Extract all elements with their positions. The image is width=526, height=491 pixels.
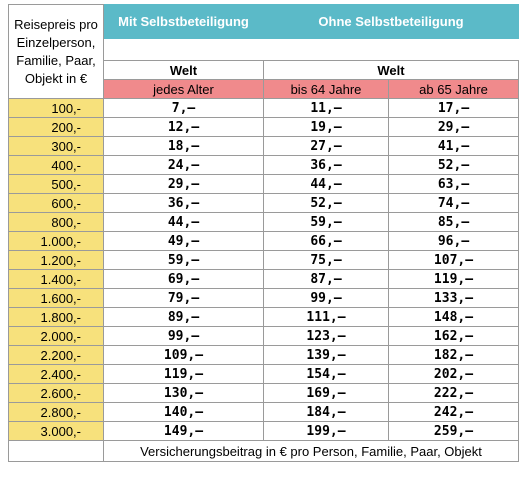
- age-group-any: jedes Alter: [104, 80, 264, 99]
- premium-up-to-64-cell: 139,–: [264, 346, 389, 365]
- premium-from-65-cell: 96,–: [389, 232, 519, 251]
- premium-with-deductible-cell: 24,–: [104, 156, 264, 175]
- premium-up-to-64-cell: 52,–: [264, 194, 389, 213]
- premium-from-65-cell: 162,–: [389, 327, 519, 346]
- travel-price-cell: 1.200,-: [9, 251, 104, 270]
- table-row: [9, 137, 519, 156]
- premium-from-65-cell: 85,–: [389, 213, 519, 232]
- travel-price-header: Reisepreis pro Einzelperson, Familie, Paar, Objekt in €: [9, 5, 104, 99]
- table-row: [9, 175, 519, 194]
- region-without-deductible: Welt: [264, 61, 519, 80]
- table-row: [9, 251, 519, 270]
- table-row: [9, 327, 519, 346]
- premium-from-65-cell: 119,–: [389, 270, 519, 289]
- footer-row: [9, 441, 519, 462]
- premium-with-deductible-cell: 29,–: [104, 175, 264, 194]
- premium-from-65-cell: 107,–: [389, 251, 519, 270]
- table-row: [9, 365, 519, 384]
- travel-price-cell: 600,-: [9, 194, 104, 213]
- premium-with-deductible-cell: 119,–: [104, 365, 264, 384]
- travel-price-cell: 2.000,-: [9, 327, 104, 346]
- premium-with-deductible-cell: 99,–: [104, 327, 264, 346]
- premium-up-to-64-cell: 184,–: [264, 403, 389, 422]
- travel-price-cell: 500,-: [9, 175, 104, 194]
- table-row: [9, 194, 519, 213]
- table-row: [9, 289, 519, 308]
- travel-price-cell: 400,-: [9, 156, 104, 175]
- premium-with-deductible-cell: 109,–: [104, 346, 264, 365]
- premium-up-to-64-cell: 154,–: [264, 365, 389, 384]
- premium-with-deductible-cell: 69,–: [104, 270, 264, 289]
- premium-from-65-cell: 259,–: [389, 422, 519, 441]
- with-deductible-header: Mit Selbstbeteiligung: [104, 5, 264, 39]
- premium-with-deductible-cell: 18,–: [104, 137, 264, 156]
- table-row: [9, 232, 519, 251]
- travel-price-cell: 3.000,-: [9, 422, 104, 441]
- premium-from-65-cell: 182,–: [389, 346, 519, 365]
- premium-up-to-64-cell: 44,–: [264, 175, 389, 194]
- without-deductible-header: Ohne Selbstbeteiligung: [264, 5, 519, 39]
- premium-with-deductible-cell: 149,–: [104, 422, 264, 441]
- premium-up-to-64-cell: 87,–: [264, 270, 389, 289]
- premium-up-to-64-cell: 99,–: [264, 289, 389, 308]
- travel-price-cell: 200,-: [9, 118, 104, 137]
- premium-up-to-64-cell: 19,–: [264, 118, 389, 137]
- travel-price-cell: 800,-: [9, 213, 104, 232]
- premium-up-to-64-cell: 27,–: [264, 137, 389, 156]
- premium-from-65-cell: 17,–: [389, 99, 519, 118]
- table-row: [9, 346, 519, 365]
- age-group-from-65: ab 65 Jahre: [389, 80, 519, 99]
- travel-price-cell: 1.800,-: [9, 308, 104, 327]
- premium-from-65-cell: 41,–: [389, 137, 519, 156]
- header-row: [9, 5, 519, 39]
- premium-with-deductible-cell: 89,–: [104, 308, 264, 327]
- footer-blank-cell: [9, 441, 104, 462]
- price-table: [8, 4, 519, 462]
- travel-price-cell: 2.200,-: [9, 346, 104, 365]
- travel-price-cell: 1.600,-: [9, 289, 104, 308]
- travel-price-cell: 2.800,-: [9, 403, 104, 422]
- travel-price-cell: 300,-: [9, 137, 104, 156]
- premium-up-to-64-cell: 75,–: [264, 251, 389, 270]
- premium-with-deductible-cell: 7,–: [104, 99, 264, 118]
- travel-price-cell: 1.400,-: [9, 270, 104, 289]
- table-row: [9, 118, 519, 137]
- table-row: [9, 156, 519, 175]
- travel-price-cell: 1.000,-: [9, 232, 104, 251]
- travel-price-cell: 2.400,-: [9, 365, 104, 384]
- premium-with-deductible-cell: 36,–: [104, 194, 264, 213]
- age-group-up-to-64: bis 64 Jahre: [264, 80, 389, 99]
- table-row: [9, 270, 519, 289]
- premium-with-deductible-cell: 44,–: [104, 213, 264, 232]
- table-row: [9, 384, 519, 403]
- footer-note: Versicherungsbeitrag in € pro Person, Familie, Paar, Objekt: [104, 441, 519, 462]
- premium-up-to-64-cell: 123,–: [264, 327, 389, 346]
- premium-up-to-64-cell: 59,–: [264, 213, 389, 232]
- premium-up-to-64-cell: 111,–: [264, 308, 389, 327]
- premium-with-deductible-cell: 59,–: [104, 251, 264, 270]
- premium-from-65-cell: 148,–: [389, 308, 519, 327]
- premium-from-65-cell: 52,–: [389, 156, 519, 175]
- premium-up-to-64-cell: 169,–: [264, 384, 389, 403]
- premium-up-to-64-cell: 11,–: [264, 99, 389, 118]
- table-row: [9, 403, 519, 422]
- region-with-deductible: Welt: [104, 61, 264, 80]
- table-row: [9, 213, 519, 232]
- premium-from-65-cell: 29,–: [389, 118, 519, 137]
- table-row: [9, 99, 519, 118]
- premium-from-65-cell: 63,–: [389, 175, 519, 194]
- premium-from-65-cell: 242,–: [389, 403, 519, 422]
- premium-with-deductible-cell: 12,–: [104, 118, 264, 137]
- spacer-cell: [104, 39, 519, 61]
- premium-up-to-64-cell: 36,–: [264, 156, 389, 175]
- table-row: [9, 308, 519, 327]
- premium-from-65-cell: 133,–: [389, 289, 519, 308]
- travel-price-cell: 2.600,-: [9, 384, 104, 403]
- premium-with-deductible-cell: 130,–: [104, 384, 264, 403]
- premium-up-to-64-cell: 199,–: [264, 422, 389, 441]
- travel-price-cell: 100,-: [9, 99, 104, 118]
- premium-from-65-cell: 202,–: [389, 365, 519, 384]
- premium-from-65-cell: 74,–: [389, 194, 519, 213]
- premium-up-to-64-cell: 66,–: [264, 232, 389, 251]
- premium-with-deductible-cell: 79,–: [104, 289, 264, 308]
- premium-from-65-cell: 222,–: [389, 384, 519, 403]
- premium-with-deductible-cell: 49,–: [104, 232, 264, 251]
- premium-with-deductible-cell: 140,–: [104, 403, 264, 422]
- table-row: [9, 422, 519, 441]
